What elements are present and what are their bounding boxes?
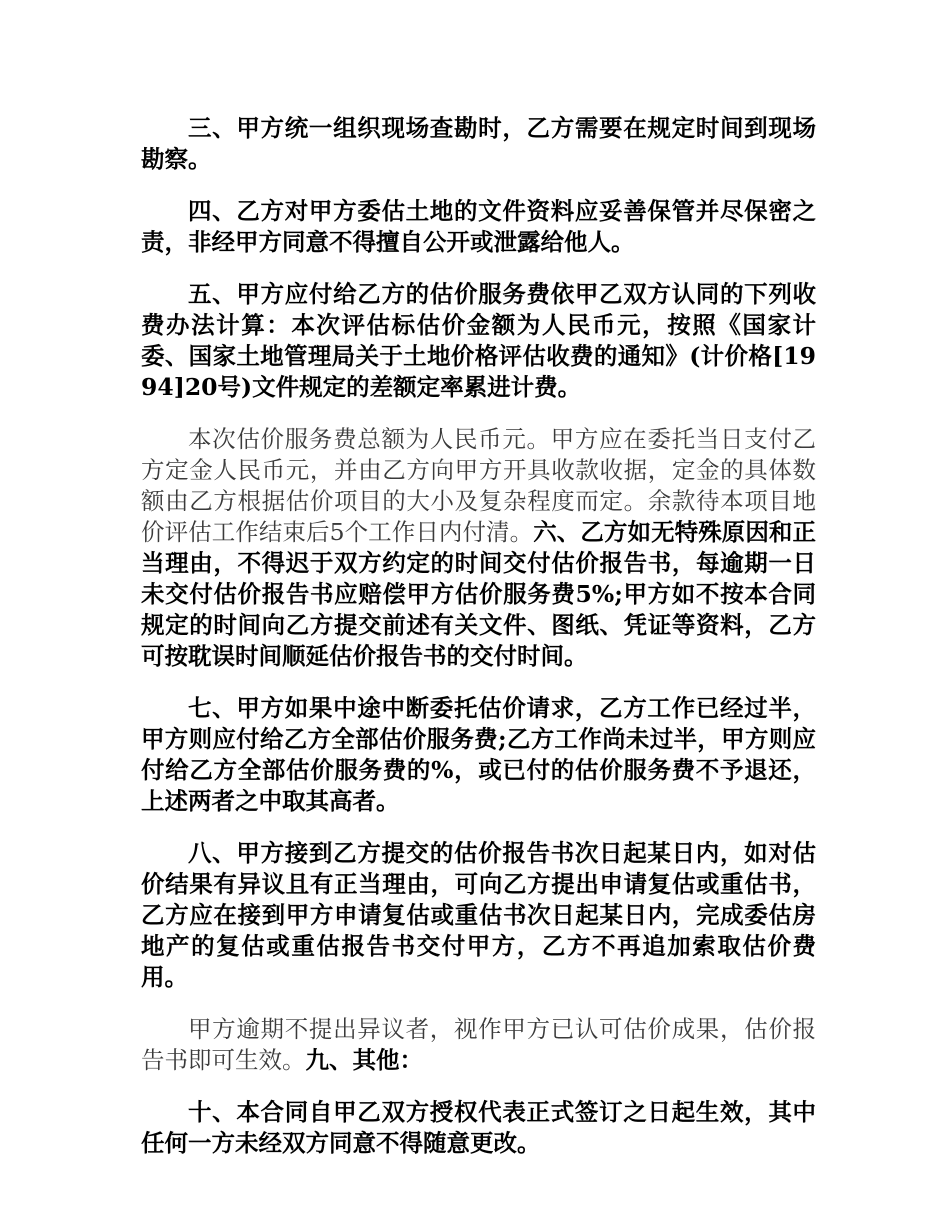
clause-7-text: 七、甲方如果中途中断委托估价请求，乙方工作已经过半，甲方则应付给乙方全部估价服务费;乙方工作尚未过半，甲方则应付给乙方全部估价服务费的%，或已付的估价服务费不予退还，上述两者之中取其高者。 [141,694,816,815]
objection-paragraph-text: 甲方逾期不提出异议者，视作甲方已认可估价成果，估价报告书即可生效。 [141,1015,816,1074]
clause-4 [141,196,816,258]
clause-3 [141,113,816,175]
clause-4-text: 四、乙方对甲方委估土地的文件资料应妥善保管并尽保密之责，非经甲方同意不得擅自公开或泄露给他人。 [141,197,816,256]
clause-8-text: 八、甲方接到乙方提交的估价报告书次日起某日内，如对估价结果有异议且有正当理由，可向乙方提出申请复估或重估书，乙方应在接到甲方申请复估或重估书次日起某日内，完成委估房地产的复估或重估报告书交付甲方，乙方不再追加索取估价费用。 [141,839,816,991]
clause-3-text: 三、甲方统一组织现场查勘时，乙方需要在规定时间到现场勘察。 [141,114,816,173]
clause-6-text: 六、乙方如无特殊原因和正当理由，不得迟于双方约定的时间交付估价报告书，每逾期一日未交付估价报告书应赔偿甲方估价服务费5%;甲方如不按本合同规定的时间向乙方提交前述有关文件、图纸、凭证等资料，乙方可按耽误时间顺延估价报告书的交付时间。 [141,518,817,670]
fee-paragraph [141,424,816,672]
clause-7 [141,693,816,817]
clause-5 [141,279,816,403]
document-body [141,113,816,1180]
clause-10-text: 十、本合同自甲乙双方授权代表正式签订之日起生效，其中任何一方未经双方同意不得随意更改。 [141,1098,816,1157]
fee-paragraph-text: 本次估价服务费总额为人民币元。甲方应在委托当日支付乙方定金人民币元，并由乙方向甲方开具收款收据，定金的具体数额由乙方根据估价项目的大小及复杂程度而定。余款待本项目地价评估工作结束后5个工作日内付清。 [141,425,816,546]
objection-paragraph [141,1014,816,1076]
clause-8 [141,838,816,993]
clause-9-text: 九、其他： [305,1046,423,1074]
clause-5-text: 五、甲方应付给乙方的估价服务费依甲乙双方认同的下列收费办法计算：本次评估标估价金额为人民币元，按照《国家计委、国家土地管理局关于土地价格评估收费的通知》(计价格[1994]20号)文件规定的差额定率累进计费。 [141,280,816,401]
clause-10 [141,1097,816,1159]
